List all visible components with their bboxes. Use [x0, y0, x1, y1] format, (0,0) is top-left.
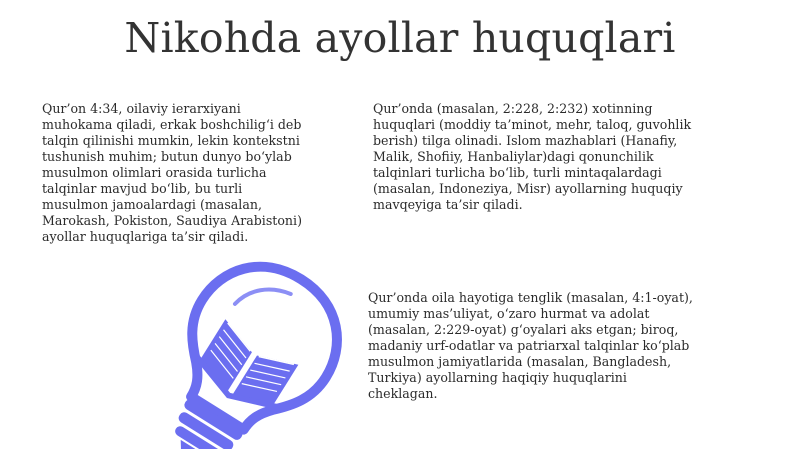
bulb-highlight	[235, 272, 291, 326]
lightbulb-book-icon	[150, 258, 360, 449]
slide-title: Nikohda ayollar huquqlari	[124, 14, 676, 62]
paragraph-right: Qur’onda (masalan, 2:228, 2:232) xotinning huquqlari (moddiy ta’minot, mehr, taloq, guvohlik berish) tilga olinadi. Islom mazhablari (Hanafiy, Malik, Shofiiy, Hanbaliylar)dagi qonunchilik talqinlari turlicha bo‘lib, turli mintaqalardagi (masalan, Indoneziya, Misr) ayollarning huquqiy mavqeyiga ta’sir qiladi.	[373, 101, 692, 212]
paragraph-left: Qur’on 4:34, oilaviy ierarxiyani muhokama qiladi, erkak boshchilig‘i deb talqin qilinishi mumkin, lekin kontekstni tushunish muhim; butun dunyo bo‘ylab musulmon olimlari orasida turlicha talqinlar mavjud bo‘lib, bu turli musulmon jamoalardagi (masalan, Marokash, Pokiston, Saudiya Arabistoni) ayollar huquqlariga ta’sir qiladi.	[42, 101, 302, 244]
paragraph-bottom: Qur’onda oila hayotiga tenglik (masalan, 4:1-oyat), umumiy mas’uliyat, o‘zaro hurmat va adolat (masalan, 2:229-oyat) g‘oyalari aks etgan; biroq, madaniy urf-odatlar va patriarxal talqinlar ko‘plab musulmon jamiyatlarida (masalan, Bangladesh, Turkiya) ayollarning haqiqiy huquqlarini cheklagan.	[368, 290, 693, 401]
